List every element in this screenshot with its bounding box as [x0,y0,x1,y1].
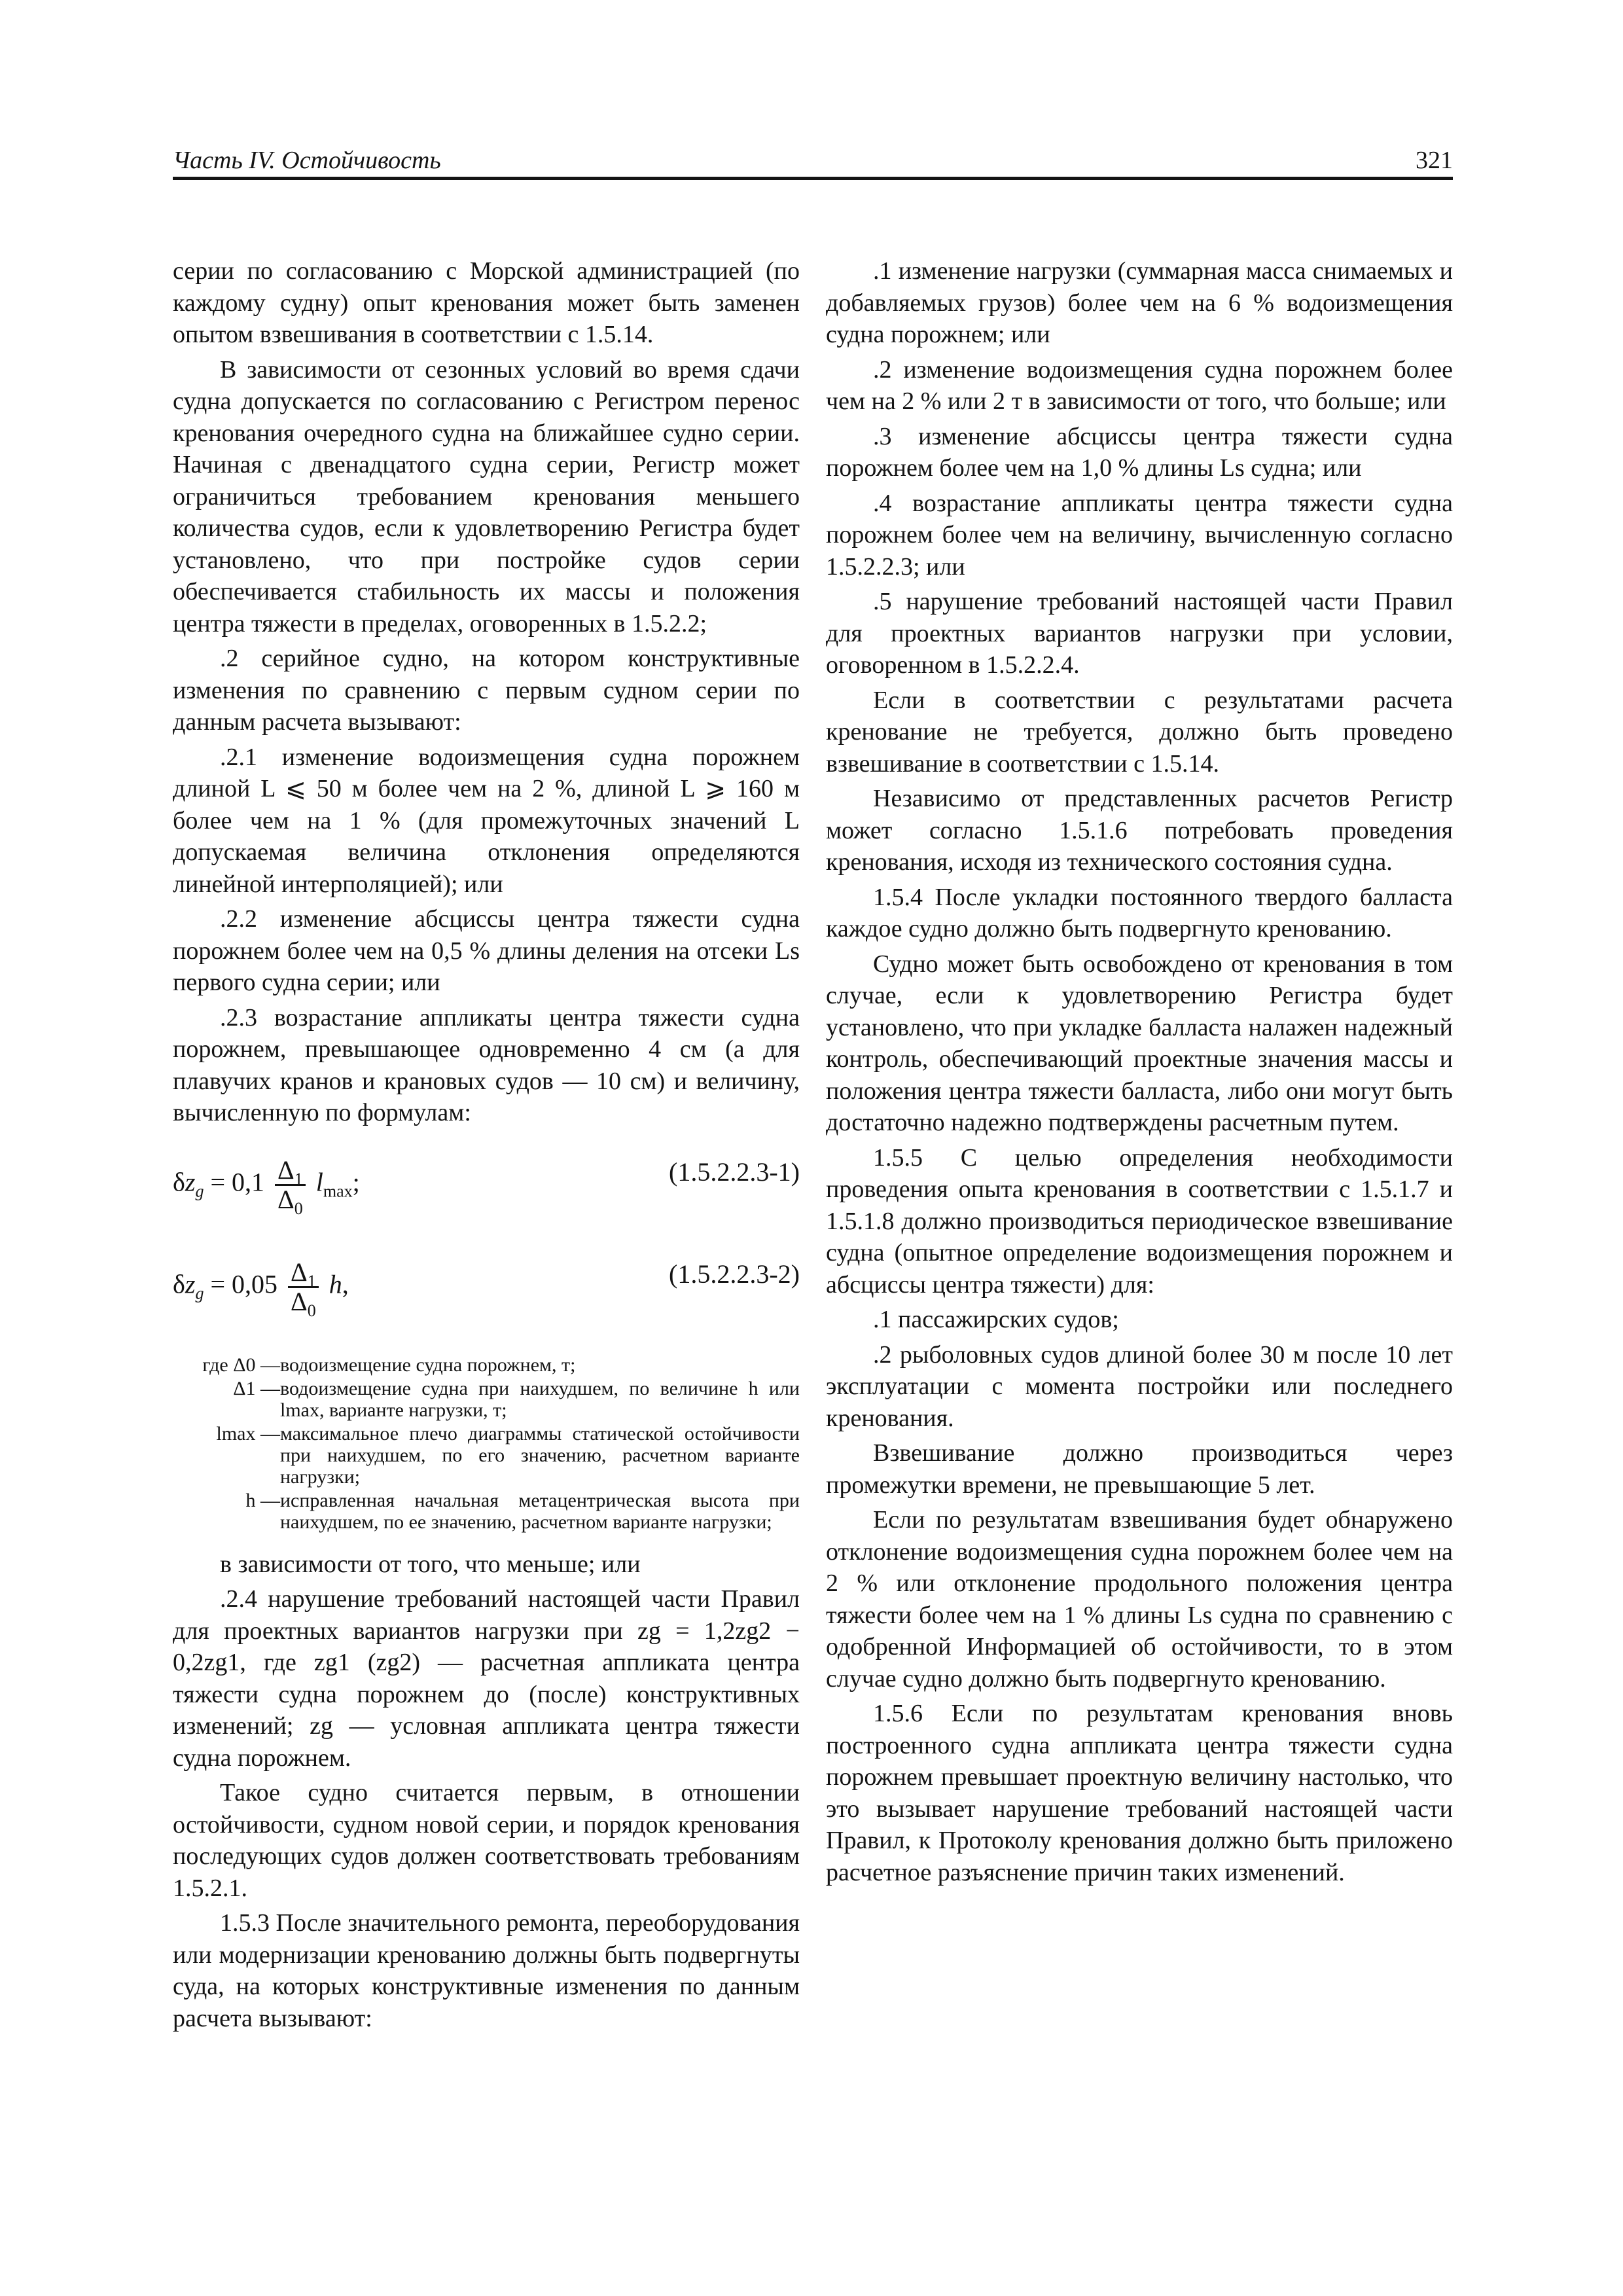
paragraph: .2.2 изменение абсциссы центра тяжести судна порожнем более чем на 0,5 % длины деления на отсеки Ls первого судна серии; или [173,905,800,996]
formula-number: (1.5.2.2.3-2) [669,1259,800,1289]
paragraph: Если в соответствии с результатами расчета кренование не требуется, должно быть проведено взвешивание в соответствии с 1.5.14. [826,686,1453,778]
header-rule [173,177,1453,180]
paragraph: .4 возрастание аппликаты центра тяжести судна порожнем более чем на величину, вычисленную согласно 1.5.2.2.3; или [826,489,1453,581]
paragraph: Такое судно считается первым, в отношении остойчивости, судном новой серии, и порядок кренования последующих судов должен соответствовать требованиям 1.5.2.1. [173,1779,800,1902]
paragraph: .2 изменение водоизмещения судна порожнем более чем на 2 % или 2 т в зависимости от того, что больше; или [826,355,1453,415]
page-number: 321 [1416,147,1453,174]
paragraph: Если по результатам взвешивания будет обнаружено отклонение водоизмещения судна порожнем более чем на 2 % или отклонение продольного положения центра тяжести более чем на 1 % длины Ls судна по сравнению с одобренной Информацией об остойчивости, то в этом случае судно должно быть подвергнуто кренованию. [826,1506,1453,1693]
formula-2 [173,1236,800,1333]
left-column [173,255,800,2037]
section-paragraph: 1.5.4 После укладки постоянного твердого балласта каждое судно должно быть подвергнуто кренованию. [826,883,1453,942]
formula-number: (1.5.2.2.3-1) [669,1157,800,1187]
paragraph: .2.1 изменение водоизмещения судна порожнем длиной L ⩽ 50 м более чем на 2 %, длиной L ⩾ 160 м более чем на 1 % (для промежуточных значений L допускаемая величина отклонения определяются линейной интерполяцией); или [173,743,800,898]
paragraph: Взвешивание должно производиться через промежутки времени, не превышающие 5 лет. [826,1439,1453,1499]
paragraph: Независимо от представленных расчетов Регистр может согласно 1.5.1.6 потребовать проведения кренования, исходя из технического состояния судна. [826,785,1453,876]
legend-symbol: Δ1 — [233,1377,280,1399]
legend-symbol: где Δ0 — [202,1354,280,1376]
formula-1 [173,1134,800,1231]
legend-text: максимальное плечо диаграммы статической остойчивости при наихудшем, по его значению, расчетном варианте нагрузки; [280,1422,800,1488]
header-title: Часть IV. Остойчивость [173,147,441,174]
formula-legend [173,1354,800,1533]
legend-row [173,1490,800,1533]
section-paragraph: 1.5.5 С целью определения необходимости проведения опыта кренования в соответствии с 1.5.1.7 и 1.5.1.8 должно производиться периодическое взвешивание судна (опытное определение водоизмещения порожнем и абсциссы центра тяжести) для: [826,1143,1453,1299]
legend-row [173,1354,800,1376]
formula-expression: $\delta z_g = 0,05$ $\frac{\Delta_1}{\Delta_0}$ h, [173,1257,349,1320]
legend-text: водоизмещение судна при наихудшем, по величине h или lmax, варианте нагрузки, т; [280,1377,800,1421]
paragraph: 1.5.3 После значительного ремонта, переоборудования или модернизации кренованию должны быть подвергнуты суда, на которых конструктивные изменения по данным расчета вызывают: [173,1909,800,2032]
paragraph: .1 изменение нагрузки (суммарная масса снимаемых и добавляемых грузов) более чем на 6 % водоизмещения судна порожнем; или [826,257,1453,348]
legend-symbol: lmax — [216,1422,280,1444]
legend-row [173,1423,800,1488]
paragraph: Судно может быть освобождено от кренования в том случае, если к удовлетворению Регистра будет установлено, что при укладке балласта налажен надежный контроль, обеспечивающий проектные значения массы и положения центра тяжести балласта, либо они могут быть достаточно надежно подтверждены расчетным путем. [826,950,1453,1136]
paragraph: .5 нарушение требований настоящей части Правил для проектных вариантов нагрузки при условии, оговоренном в 1.5.2.2.4. [826,588,1453,679]
paragraph: .2.3 возрастание аппликаты центра тяжести судна порожнем, превышающее одновременно 4 см (а для плавучих кранов и крановых судов — 10 см) и величину, вычисленную по формулам: [173,1003,800,1126]
paragraph: .2.4 нарушение требований настоящей части Правил для проектных вариантов нагрузки при zg = 1,2zg2 − 0,2zg1, где zg1 (zg2) — расчетная аппликата центра тяжести судна порожнем до (после) конструктивных изменений; zg — условная аппликата центра тяжести судна порожнем. [173,1585,800,1772]
paragraph: серии по согласованию с Морской администрацией (по каждому судну) опыт кренования может быть заменен опытом взвешивания в соответствии с 1.5.14. [173,257,800,348]
paragraph: .2 рыболовных судов длиной более 30 м после 10 лет эксплуатации с момента постройки или последнего кренования. [826,1340,1453,1432]
legend-symbol: h — [245,1489,280,1511]
right-column [826,255,1453,1892]
paragraph: .2 серийное судно, на котором конструктивные изменения по сравнению с первым судном серии по данным расчета вызывают: [173,645,800,736]
legend-text: исправленная начальная метацентрическая высота при наихудшем, по ее значению, расчетном варианте нагрузки; [280,1489,800,1533]
formula-expression: $\delta z_g = 0,1$ $\frac{\Delta_1}{\Delta_0}$ $l_{max}$; [173,1155,360,1218]
legend-text: водоизмещение судна порожнем, т; [280,1354,576,1376]
running-header [173,145,1453,175]
paragraph: В зависимости от сезонных условий во время сдачи судна допускается по согласованию с Регистром перенос кренования очередного судна на ближайшее судно серии. Начиная с двенадцатого судна серии, Регистр может ограничиться требованием кренования меньшего количества судов, если к удовлетворению Регистра будет установлено, что при постройке судов серии обеспечивается стабильность их массы и положения центра тяжести в пределах, оговоренных в 1.5.2.2; [173,355,800,637]
paragraph: .3 изменение абсциссы центра тяжести судна порожнем более чем на 1,0 % длины Ls судна; или [826,422,1453,482]
legend-row [173,1378,800,1421]
section-paragraph: 1.5.6 Если по результатам кренования вновь построенного судна аппликата центра тяжести судна порожнем превышает проектную величину настолько, что это вызывает нарушение требований настоящей части Правил, к Протоколу кренования должно быть приложено расчетное разъяснение причин таких изменений. [826,1700,1453,1886]
paragraph: в зависимости от того, что меньше; или [220,1550,641,1578]
paragraph: .1 пассажирских судов; [873,1306,1119,1333]
